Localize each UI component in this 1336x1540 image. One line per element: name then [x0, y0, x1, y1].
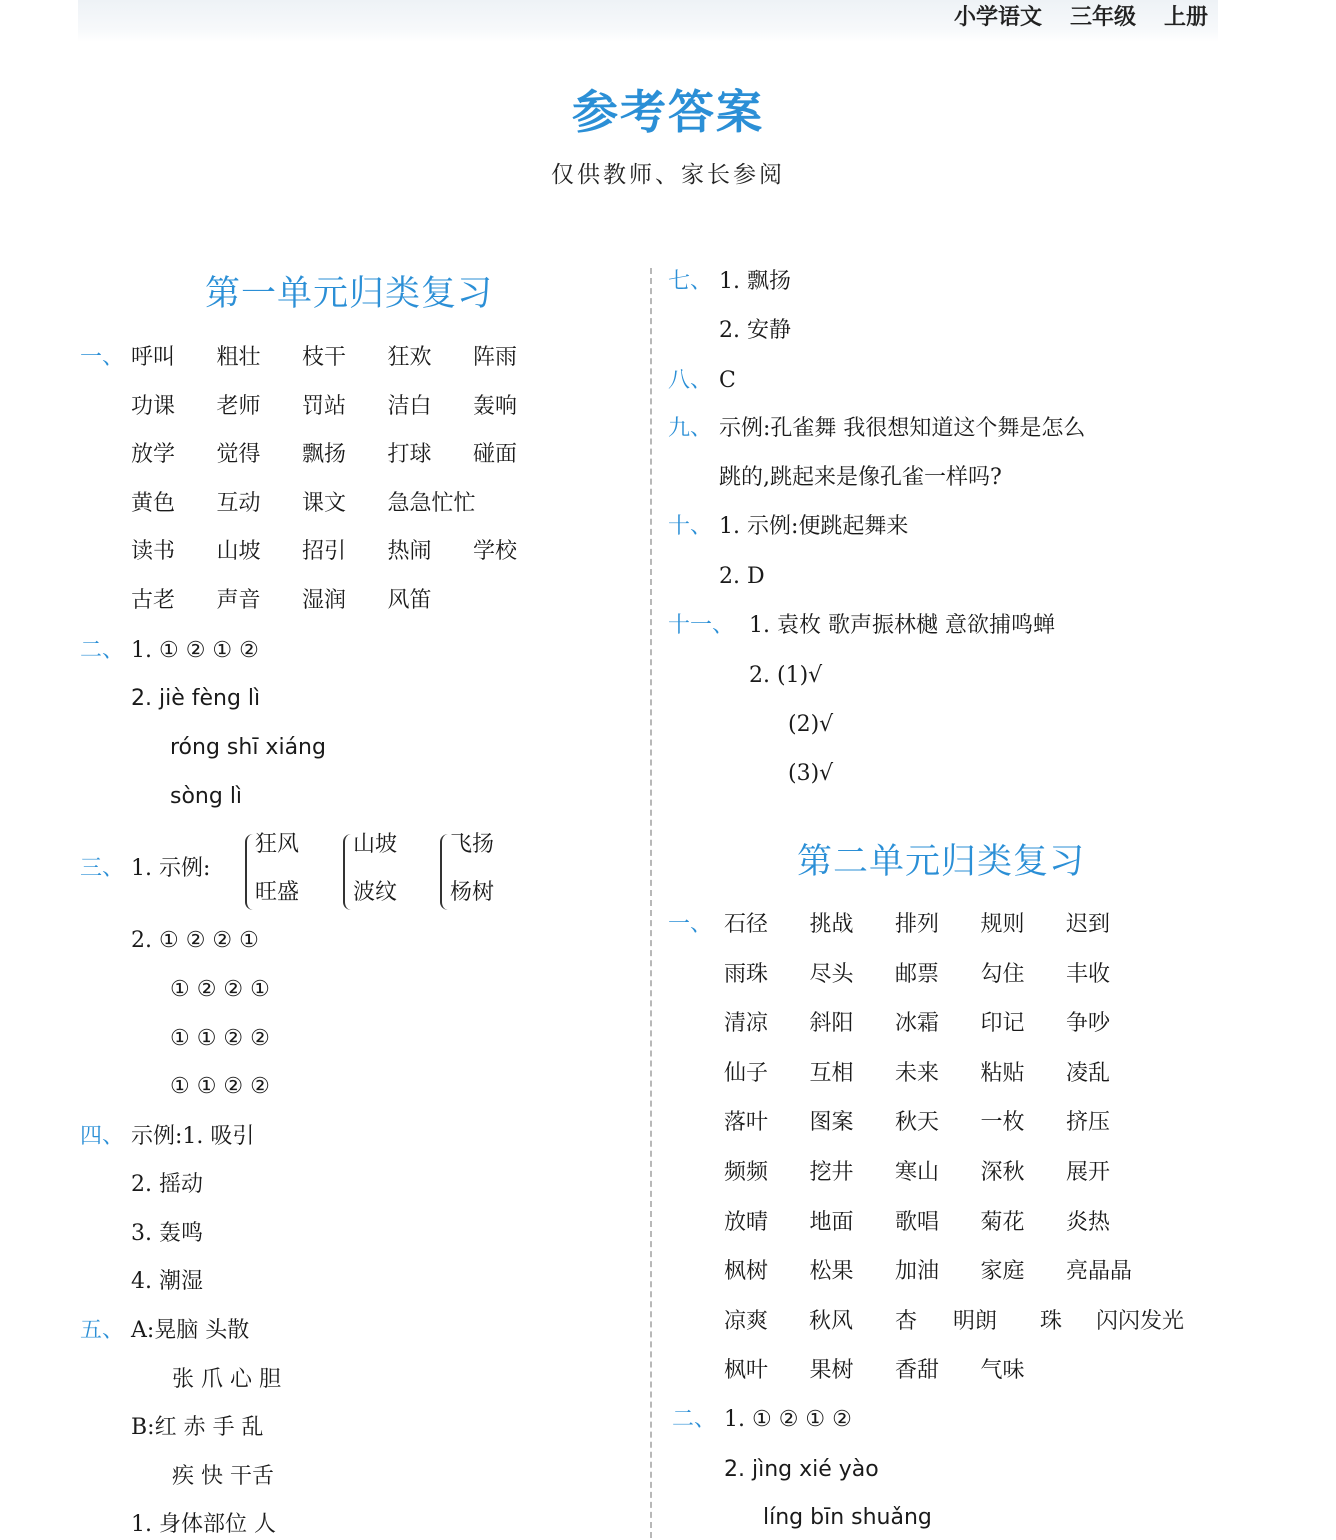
q9-marker: 九、: [668, 416, 713, 441]
s2q2-marker: 二、: [672, 1407, 717, 1432]
word-cell: 课文: [302, 490, 347, 516]
word-cell: 枝干: [302, 345, 347, 370]
q11-marker: 十一、: [668, 613, 735, 638]
word-cell: 展开: [1066, 1160, 1111, 1185]
word-cell: 挑战: [809, 912, 854, 937]
subject-label: 小学语文: [953, 5, 1042, 30]
q5-marker: 五、: [80, 1318, 125, 1343]
q3-row2: ① ② ② ①: [170, 977, 270, 1002]
word-cell: 落叶: [724, 1110, 769, 1136]
q10-line2: 2. D: [719, 564, 765, 589]
word-cell: 雨珠: [724, 961, 769, 987]
word-cell: 深秋: [980, 1160, 1025, 1185]
grade-label: 三年级: [1069, 5, 1136, 30]
q1-marker: 一、: [80, 345, 125, 370]
volume-label: 上册: [1163, 5, 1208, 30]
word-cell: 规则: [980, 912, 1025, 937]
word-cell: 明朗: [953, 1308, 998, 1334]
word-cell: 排列: [895, 912, 940, 937]
word-cell: 家庭: [980, 1259, 1025, 1285]
word-cell: 菊花: [980, 1209, 1025, 1235]
word-cell: 阵雨: [473, 345, 518, 370]
q3-pair2-bottom: 波纹: [353, 880, 398, 905]
q3-pair1-top: 狂风: [255, 832, 300, 857]
word-cell: 挖井: [809, 1160, 854, 1185]
word-cell: 古老: [131, 588, 176, 613]
q3-row3: ① ① ② ②: [170, 1026, 270, 1051]
q5-lineA2: 张 爪 心 胆: [172, 1367, 281, 1392]
word-cell: 粘贴: [980, 1060, 1025, 1086]
q5-line-last: 1. 身体部位 人: [131, 1512, 276, 1537]
word-cell: 互相: [809, 1060, 854, 1086]
word-cell: 邮票: [895, 961, 940, 987]
word-cell: 呼叫: [131, 345, 176, 370]
word-cell: 争吵: [1066, 1011, 1111, 1037]
word-cell: 频频: [724, 1160, 769, 1185]
q9-line2: 跳的,跳起来是像孔雀一样吗?: [719, 465, 1002, 490]
s2q2-line3: líng bīn shuǎng: [763, 1505, 932, 1530]
q2-line4: sòng lì: [170, 784, 243, 809]
word-cell: 凌乱: [1066, 1060, 1111, 1086]
word-cell: 勾住: [980, 961, 1025, 987]
q3-pair3-top: 飞扬: [450, 832, 495, 857]
word-cell: 加油: [895, 1259, 940, 1285]
word-cell: 迟到: [1066, 912, 1111, 937]
section-title-unit2: 第二单元归类复习: [797, 842, 1086, 882]
word-cell: 凉爽: [724, 1308, 769, 1334]
q2-line3: róng shī xiáng: [170, 735, 326, 760]
q8-answer: C: [719, 368, 736, 393]
q3-prefix: 1. 示例:: [131, 856, 211, 881]
word-cell: 狂欢: [387, 345, 432, 370]
q4-item3: 3. 轰鸣: [131, 1221, 203, 1246]
word-cell: 气味: [980, 1358, 1025, 1384]
s2q2-line1: 1. ① ② ① ②: [724, 1407, 852, 1432]
word-cell: 觉得: [216, 442, 261, 468]
q3-row1: 2. ① ② ② ①: [131, 928, 259, 953]
word-cell: 清凉: [724, 1011, 769, 1037]
q3-row4: ① ① ② ②: [170, 1074, 270, 1099]
word-cell: 香甜: [895, 1358, 940, 1384]
q11-line2: 2. (1)√: [749, 663, 823, 688]
q8-marker: 八、: [668, 368, 713, 393]
word-cell: 一枚: [980, 1110, 1025, 1136]
word-cell: 秋天: [895, 1110, 940, 1136]
word-cell: 急急忙忙: [387, 490, 476, 516]
q11-line3: (2)√: [788, 712, 834, 737]
word-cell: 斜阳: [809, 1011, 854, 1037]
word-cell: 未来: [895, 1060, 940, 1086]
word-cell: 石径: [724, 912, 769, 937]
q3-pair2-top: 山坡: [353, 832, 398, 857]
word-cell: 湿润: [302, 588, 347, 613]
word-cell: 山坡: [216, 539, 261, 565]
word-cell: 黄色: [131, 490, 176, 516]
header-meta: [954, 0, 1208, 30]
q3-pair1-bottom: 旺盛: [255, 880, 300, 905]
column-divider: [650, 268, 652, 1538]
word-cell: 尽头: [809, 961, 854, 987]
section-title-unit1: 第一单元归类复习: [205, 274, 494, 314]
word-cell: 互动: [216, 490, 261, 516]
page-title: 参考答案: [572, 85, 764, 139]
word-cell: 仙子: [724, 1060, 769, 1086]
page-subtitle: 仅供教师、家长参阅: [551, 162, 785, 188]
q11-line4: (3)√: [788, 761, 834, 786]
word-cell: 轰响: [473, 393, 518, 419]
q4-marker: 四、: [80, 1124, 125, 1149]
s2q1-marker: 一、: [668, 912, 713, 937]
word-cell: 风笛: [387, 588, 432, 613]
word-cell: 洁白: [387, 393, 432, 419]
q5-lineB2: 疾 快 干舌: [172, 1464, 274, 1489]
word-cell: 寒山: [895, 1160, 940, 1185]
word-cell: 印记: [980, 1011, 1025, 1037]
q7-marker: 七、: [668, 269, 713, 294]
q3-marker: 三、: [80, 856, 125, 881]
word-cell: 打球: [387, 442, 432, 468]
word-cell: 老师: [216, 393, 261, 419]
q5-lineB1: B:红 赤 手 乱: [131, 1415, 264, 1440]
word-cell: 热闹: [387, 539, 432, 565]
word-cell: 学校: [473, 539, 518, 565]
word-cell: 粗壮: [216, 345, 261, 370]
q2-line1: 1. ① ② ① ②: [131, 638, 259, 663]
q10-line1: 1. 示例:便跳起舞来: [719, 514, 909, 539]
word-cell: 地面: [809, 1209, 854, 1235]
word-cell: 亮晶晶: [1066, 1259, 1133, 1285]
q2-line2: 2. jiè fèng lì: [131, 686, 261, 711]
word-cell: 挤压: [1066, 1110, 1111, 1136]
q3-pair3-bottom: 杨树: [450, 880, 495, 905]
q4-line1: 示例:1. 吸引: [131, 1124, 255, 1149]
word-cell: 枫树: [724, 1259, 769, 1285]
word-cell: 秋风: [809, 1308, 854, 1334]
q4-item2: 2. 摇动: [131, 1172, 203, 1197]
word-cell: 闪闪发光: [1096, 1308, 1185, 1334]
q10-marker: 十、: [668, 514, 713, 539]
word-cell: 果树: [809, 1358, 854, 1384]
word-cell: 招引: [302, 539, 347, 565]
word-cell: 罚站: [302, 393, 347, 419]
word-cell: 炎热: [1066, 1209, 1111, 1235]
word-cell: 飘扬: [302, 442, 347, 468]
q9-line1: 示例:孔雀舞 我很想知道这个舞是怎么: [719, 416, 1086, 441]
q7-line2: 2. 安静: [719, 318, 791, 343]
q7-line1: 1. 飘扬: [719, 269, 791, 294]
word-cell: 枫叶: [724, 1358, 769, 1384]
q4-item4: 4. 潮湿: [131, 1269, 203, 1294]
q11-line1: 1. 袁枚 歌声振林樾 意欲捕鸣蝉: [749, 613, 1055, 638]
word-cell: 松果: [809, 1259, 854, 1285]
word-cell: 碰面: [473, 442, 518, 468]
word-cell: 冰霜: [895, 1011, 940, 1037]
word-cell: 声音: [216, 588, 261, 613]
s2q2-line2: 2. jìng xié yào: [724, 1457, 879, 1482]
word-cell: 丰收: [1066, 961, 1111, 987]
q2-marker: 二、: [80, 638, 125, 663]
word-cell: 珠: [1040, 1308, 1063, 1334]
word-cell: 歌唱: [895, 1209, 940, 1235]
word-cell: 读书: [131, 539, 176, 565]
word-cell: 图案: [809, 1110, 854, 1136]
word-cell: 杏: [895, 1308, 918, 1334]
word-cell: 功课: [131, 393, 176, 419]
word-cell: 放晴: [724, 1209, 769, 1235]
word-cell: 放学: [131, 442, 176, 468]
q5-lineA1: A:晃脑 头散: [131, 1318, 250, 1343]
